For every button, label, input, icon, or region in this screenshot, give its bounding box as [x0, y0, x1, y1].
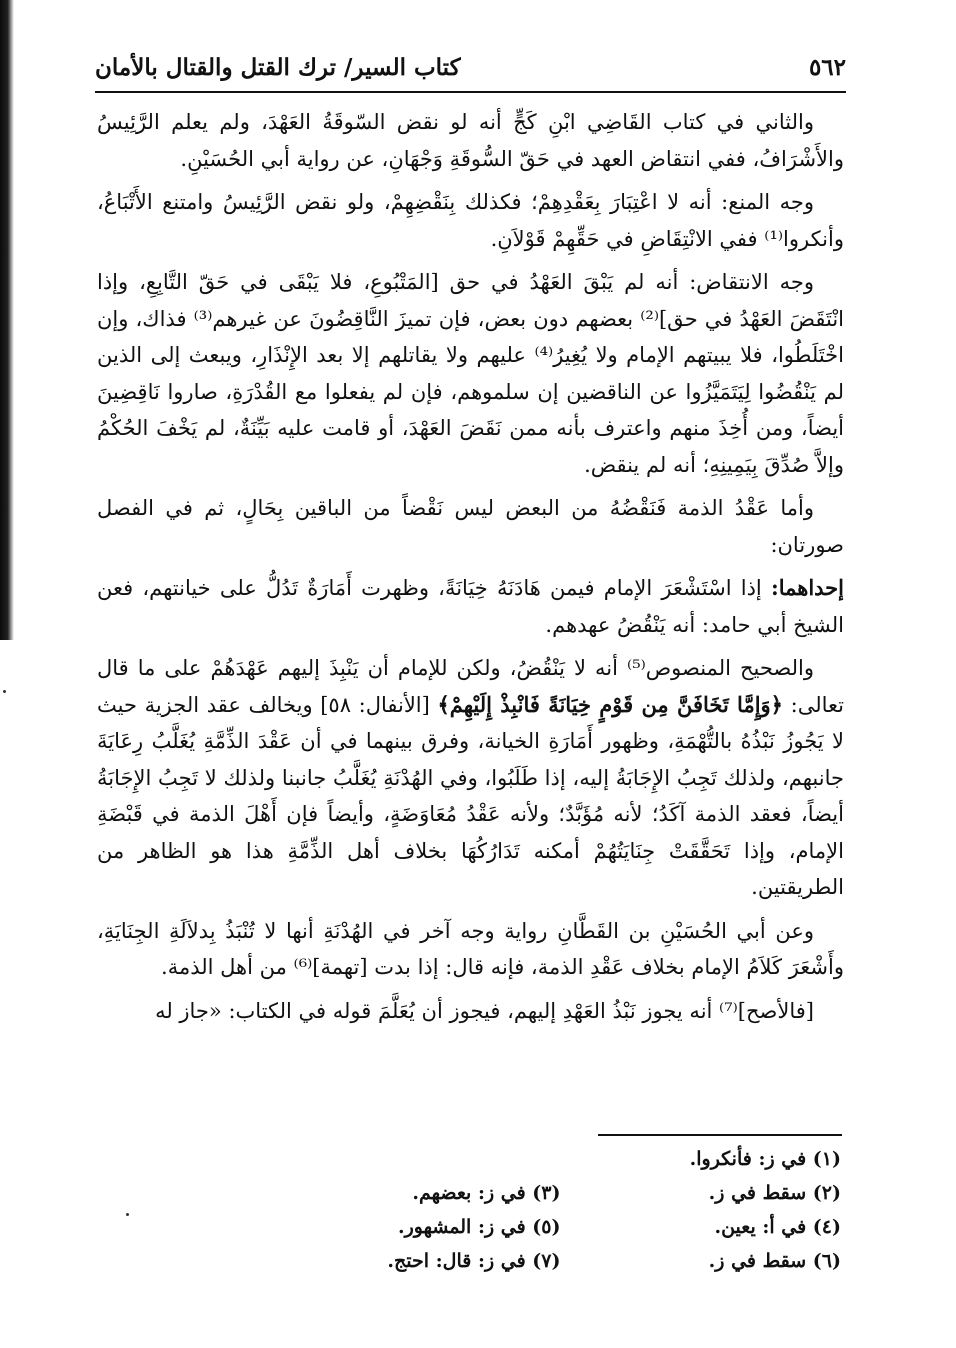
footnote: (٦) سقط في ز. [708, 1250, 841, 1272]
paragraph-body: [الأنفال: ٥٨] ويخالف عقد الجزية حيث لا يَجُوزُ نَبْذُهُ بالتُّهْمَةِ، وظهور أَمَارَةِ الخيانة، وفرق بينهما في أن عَقْدَ الذِّمَّةِ يُغَلَّبُ رِعَايَةَ جانبهم، ولذلك تَجِبُ الإِجَابَةُ إليه، إذا طَلَبُوا، وفي الهُدْنَةِ يُغَلَّبُ جانبنا ولذلك لا تَجِبُ الإِجَابَةُ أيضاً، فعقد الذمة آكَدُ؛ لأنه مُؤَبَّدٌ؛ ولأنه عَقْدُ مُعَاوَضَةٍ، وأيضاً فإن أَهْلَ الذمة في قَبْضَةِ الإمام، وإذا تَحَقَّقَتْ جِنَايَتُهُمْ أمكنه تَدَارُكُهَا بخلاف أهل الذِّمَّةِ هذا هو الظاهر من الطريقتين. [97, 692, 844, 899]
paragraph: والثاني في كتاب القَاضِي ابْنِ كَجٍّ أنه لو نقض السّوقَةُ العَهْدَ، ولم يعلم الرَّئِيسُ والأَشْرَافُ، ففي انتقاض العهد في حَقّ السُّوقَةِ وَجْهَانِ، عن رواية أبي الحُسَيْنِ. [97, 110, 844, 171]
paragraph: وجه الانتقاض: أنه لم يَبْقَ العَهْدُ في حق [المَتْبُوعِ، فلا يَبْقَى في حَقّ التَّابِعِ، وإذا انْتَقَضَ العَهْدُ في حق]⁽²⁾ بعضهم دون بعض، فإن تميزَ النَّاقِضُونَ عن غيرهم⁽³⁾ فذاك، وإن اخْتَلَطُوا، فلا يبيتهم الإمام ولا يُغِيرُ⁽⁴⁾ عليهم ولا يقاتلهم إلا بعد الإِنْذَارِ، ويبعث إلى الذين لم يَنْقُضُوا لِيَتَمَيَّزُوا عن الناقضين إن سلموهم، فإن لم يفعلوا مع القُدْرَةِ، صاروا نَاقِضِينَ أيضاً، ومن أُخِذَ منهم واعترف بأنه ممن نَقَضَ العَهْدَ، أو قامت عليه بَيِّنَةٌ، لم يَخْفَ الحُكْمُ وإلاَّ صُدِّقَ بِيَمِينِهِ؛ أنه لم ينقض. [97, 270, 844, 477]
footnote-row [280, 1210, 841, 1244]
scan-speck [126, 1213, 129, 1216]
paragraph-lead-word: إحداهما: [770, 575, 844, 600]
scan-speck [3, 690, 6, 693]
footnote-row [280, 1142, 841, 1176]
page-header [95, 48, 846, 88]
footnote [280, 1142, 561, 1176]
footnote-rule [598, 1134, 842, 1136]
footnote: (٤) في أ: يعين. [714, 1216, 841, 1238]
paragraph: وجه المنع: أنه لا اعْتِبَارَ بِعَقْدِهِمْ؛ فكذلك بِنَقْضِهِمْ، ولو نقض الرَّئِيسُ وامتنع الأَتْبَاعُ، وأنكروا⁽¹⁾ ففي الانْتِقَاضِ في حَقِّهِمْ قَوْلاَنِ. [97, 190, 844, 251]
paragraph: وعن أبي الحُسَيْنِ بن القَطَّانِ رواية وجه آخر في الهُدْنَةِ أنها لا تُنْبَذُ بِدلاَلَةِ الجِنَايَةِ، وأَشْعَرَ كَلاَمُ الإمام بخلاف عَقْدِ الذمة، فإنه قال: إذا بدت [تهمة]⁽⁶⁾ من أهل الذمة. [97, 918, 844, 979]
main-text [97, 104, 844, 1036]
paragraph-body: إذا اسْتَشْعَرَ الإمام فيمن هَادَنَهُ خِيَانَةً، وظهرت أَمَارَةٌ تَدُلُّ على خيانتهم، فعن الشيخ أبي حامد: أنه يَنْقُضُ عهدهم. [97, 576, 844, 637]
footnotes [280, 1142, 841, 1292]
quran-verse: ﴿وَإِمَّا تَخَافَنَّ مِن قَوْمٍ خِيَانَةً فَانْبِذْ إِلَيْهِمْ﴾ [437, 691, 783, 717]
footnote: (٥) في ز: المشهور. [397, 1216, 561, 1238]
paragraph: [فالأصح]⁽⁷⁾ أنه يجوز نَبْذُ العَهْدِ إليهم، فيجوز أن يُعَلَّمَ قوله في الكتاب: «جاز له [155, 998, 814, 1023]
footnote: (٣) في ز: بعضهم. [412, 1182, 561, 1204]
header-rule [95, 91, 846, 93]
running-title: كتاب السير/ ترك القتل والقتال بالأمان [95, 54, 461, 81]
paragraph-body: والصحيح المنصوص⁽⁵⁾ أنه لا يَنْقُضُ، ولكن للإمام أن يَنْبِذَ إليهم عَهْدَهُمْ على ما قال تعالى: [97, 656, 844, 717]
footnote: (١) في ز: فأنكروا. [689, 1148, 841, 1170]
paragraph [97, 650, 844, 906]
footnote: (٧) في ز: قال: احتج. [387, 1250, 561, 1272]
footnote-row [280, 1176, 841, 1210]
footnote-row [280, 1244, 841, 1278]
paragraph [97, 570, 844, 643]
footnote: (٢) سقط في ز. [708, 1182, 841, 1204]
page-number: ٥٦٢ [808, 54, 846, 81]
scan-binding-edge [0, 0, 14, 640]
paragraph: وأما عَقْدُ الذمة فَنَقْضُهُ من البعض ليس نَقْضاً من الباقين بِحَالٍ، ثم في الفصل صورتان: [97, 496, 844, 557]
